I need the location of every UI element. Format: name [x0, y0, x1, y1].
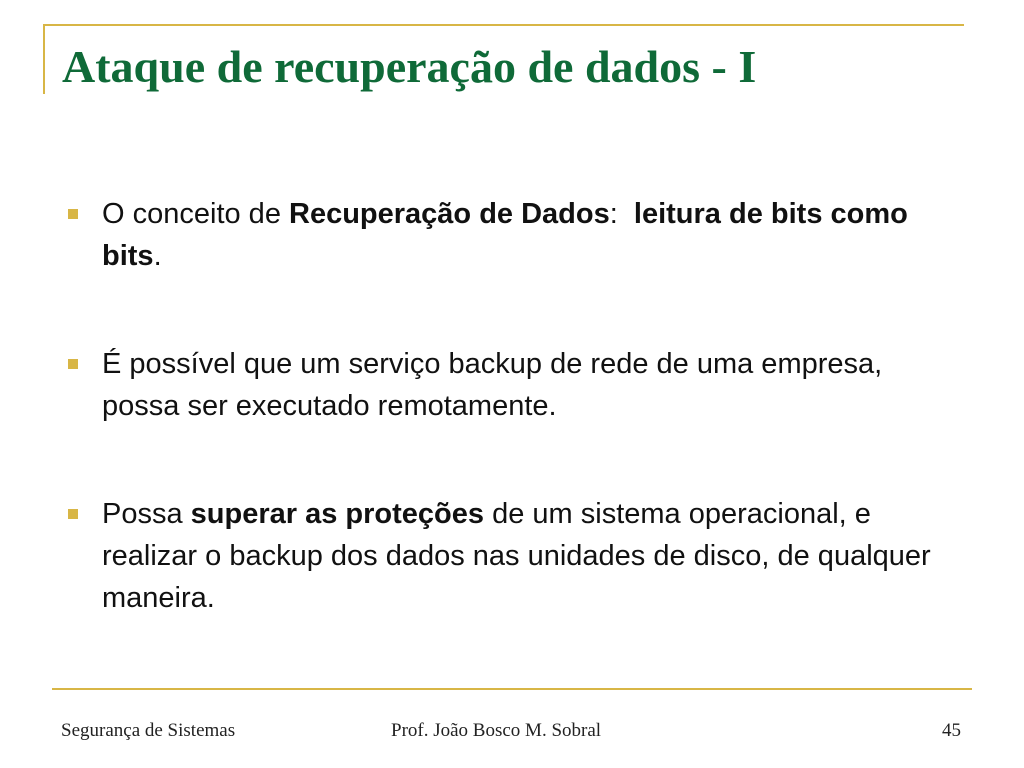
text-run: O conceito de	[102, 198, 289, 230]
text-run: .	[153, 240, 162, 272]
frame-top-line	[44, 24, 964, 26]
square-bullet-icon	[68, 359, 78, 369]
text-run: Possa	[102, 498, 191, 530]
text-run: :	[609, 198, 634, 230]
bold-text-run: superar as proteções	[190, 498, 485, 530]
frame-left-line	[43, 24, 45, 94]
footer-course-name: Segurança de Sistemas	[61, 720, 236, 741]
bold-text-run: Recuperação de Dados	[289, 198, 610, 230]
footer-page-number: 45	[942, 720, 961, 741]
square-bullet-icon	[68, 209, 78, 219]
footer-divider	[52, 688, 972, 690]
square-bullet-icon	[68, 509, 78, 519]
bullet-text	[102, 493, 962, 619]
bullet-text	[102, 193, 962, 277]
slide-title: Ataque de recuperação de dados - I	[62, 41, 757, 92]
text-run: de um sistema operacional, e realizar o backup dos dados nas unidades de disco, de qualquer maneira.	[102, 498, 931, 614]
bullet-text	[102, 343, 962, 427]
text-run: É possível que um serviço backup de rede de uma empresa, possa ser executado remotamente.	[102, 348, 883, 422]
footer-author: Prof. João Bosco M. Sobral	[391, 720, 602, 741]
bold-text-run: leitura de bits como bits	[102, 198, 908, 272]
